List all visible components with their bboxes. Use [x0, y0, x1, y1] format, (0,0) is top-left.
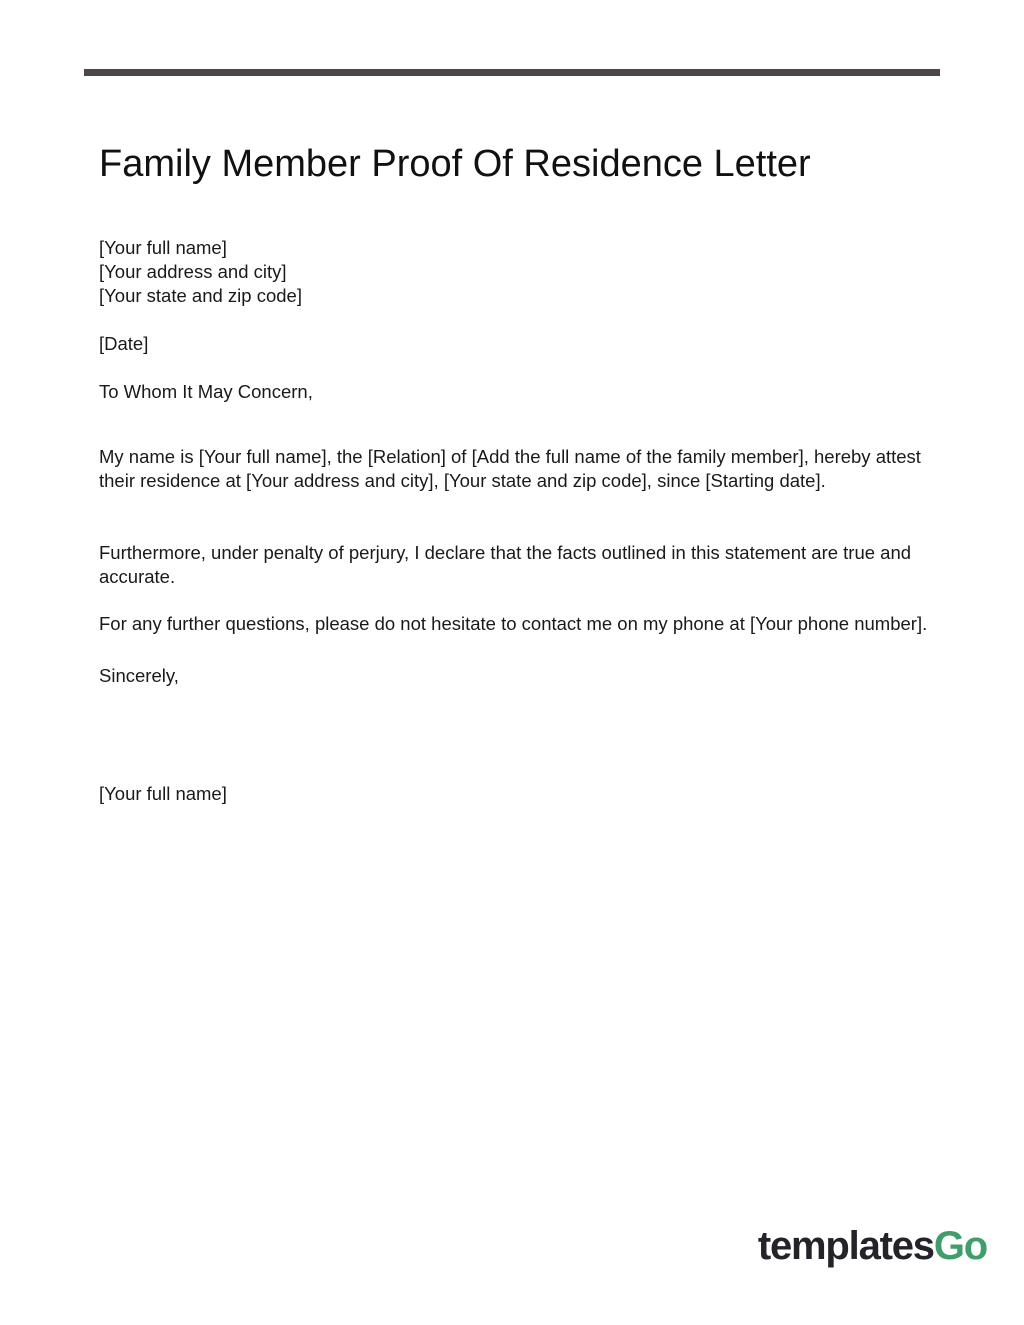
- sender-name-line: [Your full name]: [99, 237, 227, 258]
- salutation: To Whom It May Concern,: [99, 381, 313, 402]
- logo-text-templates: templates: [757, 1224, 934, 1268]
- sender-state-zip-line: [Your state and zip code]: [99, 285, 302, 306]
- body-paragraph-contact-info: For any further questions, please do not hesitate to contact me on my phone at [Your phone number].: [99, 612, 928, 634]
- body-paragraph-attestation: My name is [Your full name], the [Relation] of [Add the full name of the family member], hereby attest their residence at [Your address and city], [Your state and zip code], since [Starting date].: [99, 445, 921, 491]
- date-placeholder: [Date]: [99, 333, 149, 354]
- top-divider-bar: [84, 69, 940, 76]
- signature-name-placeholder: [Your full name]: [99, 783, 227, 804]
- closing-line: Sincerely,: [99, 665, 179, 686]
- sender-address-block: [99, 236, 929, 308]
- sender-address-line: [Your address and city]: [99, 261, 287, 282]
- letter-title: Family Member Proof Of Residence Letter: [99, 143, 811, 186]
- body-paragraph-perjury-declaration: Furthermore, under penalty of perjury, I declare that the facts outlined in this statement are true and accurate.: [99, 541, 912, 587]
- templatesgo-logo: [758, 1223, 987, 1270]
- logo-text-go: Go: [933, 1224, 987, 1268]
